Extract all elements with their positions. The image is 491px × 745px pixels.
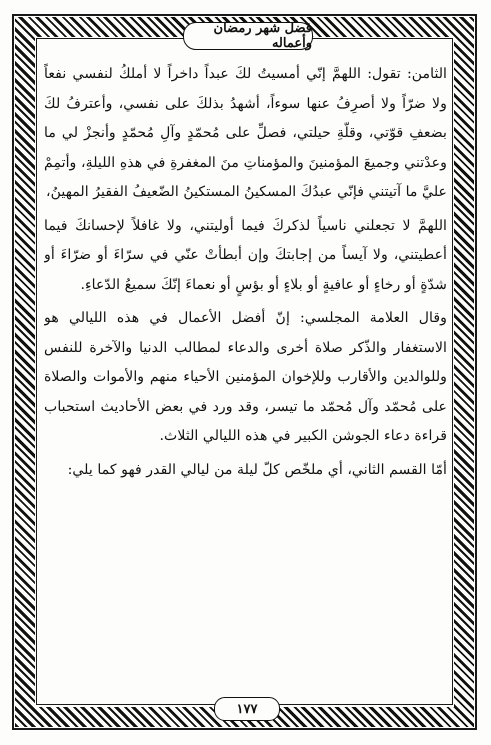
paragraph: اللهمَّ لا تجعلني ناسياً لذكركَ فيما أوليتني، ولا غافلاً لإحسانكَ فيما أعطيتني، ولا آيساً من إجابتكَ وإن أبطأتْ عنّي في سرّاءَ أو ضرّاءَ أو شدّةٍ أو رخاءٍ أو عافيةٍ أو بلاءٍ أو بؤسٍ أو نعماءَ إنّكَ سميعُ الدّعاءِ. xyxy=(44,217,447,293)
paragraph: أمّا القسم الثاني، أي ملخّص كلّ ليلة من ليالي القدر فهو كما يلي: xyxy=(67,461,447,478)
paragraph: وقال العلامة المجلسي: إنّ أفضل الأعمال في هذه الليالي هو الاستغفار والذّكر صلاة أخرى والدعاء لمطالب الدنيا والآخرة للنفس وللوالدين والأقارب وللإخوان المؤمنين الأحياء منهم والأموات والصلاة على مُحمّد وآل مُحمّد ما تيسر، وقد ورد في بعض الأحاديث استحباب قراءة دعاء الجوشن الكبير في هذه الليالي الثلاث. xyxy=(44,310,447,444)
page-body xyxy=(44,60,447,690)
page-number: ١٧٧ xyxy=(214,697,280,721)
chapter-title: فضل شهر رمضان وأعماله xyxy=(183,22,313,50)
paragraph: الثامن: تقول: اللهمَّ إنّي أمسيتُ لكَ عبداً داخراً لا أملكُ لنفسي نفعاً ولا ضرّاً ولا أصرِفُ عنها سوءاً، أشهدُ بذلكَ على نفسي، وأعترفُ لكَ بضعفِ قوّتي، وقلّةِ حيلتي، فصلِّ على مُحمّدٍ وآلِ مُحمّدٍ وأنجزْ لي ما وعدْتني وجميعَ المؤمنينَ والمؤمناتِ منَ المغفرةِ في هذهِ الليلةِ، وأتمِمْ عليَّ ما آتيتني فإنّي عبدُكَ المسكينُ المستكينُ الضّعيفُ الفقيرُ المهينُ، xyxy=(44,66,447,200)
